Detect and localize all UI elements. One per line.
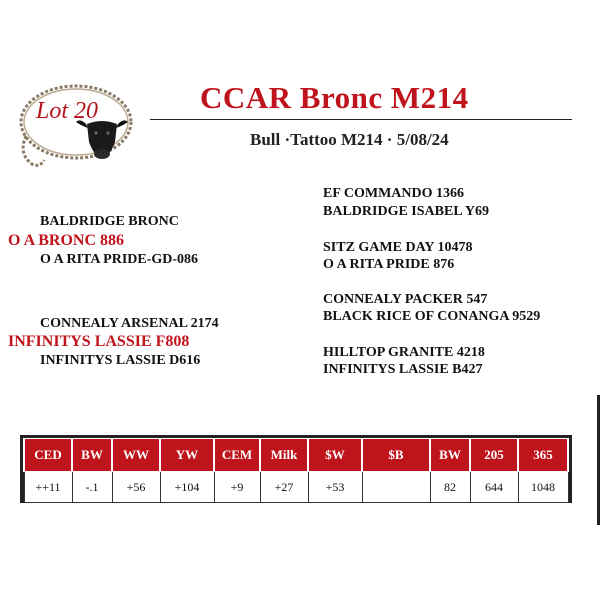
lot-badge: [14, 76, 144, 176]
animal-title: CCAR Bronc M214: [200, 80, 469, 115]
epd-header-365: 365: [518, 439, 568, 472]
ss-sire: EF COMMANDO 1366: [323, 186, 465, 201]
title-rule: [150, 119, 572, 120]
epd-value-row: [24, 472, 568, 503]
sd-sire: SITZ GAME DAY 10478: [323, 240, 473, 255]
epd-value-yw: +104: [160, 472, 214, 503]
sire-sire: BALDRIDGE BRONC: [40, 214, 179, 229]
epd-value-ww: +56: [112, 472, 160, 503]
epd-value-205: 644: [470, 472, 518, 503]
dam: INFINITYS LASSIE F808: [8, 333, 190, 350]
sire: O A BRONC 886: [8, 232, 125, 249]
epd-header-cem: CEM: [214, 439, 260, 472]
dd-dam: INFINITYS LASSIE B427: [323, 362, 483, 377]
epd-value-bw: -.1: [72, 472, 112, 503]
ds-sire: CONNEALY PACKER 547: [323, 292, 488, 307]
sire-dam: O A RITA PRIDE-GD-086: [40, 252, 199, 267]
epd-value-cem: +9: [214, 472, 260, 503]
rope-bull-icon: [14, 76, 144, 176]
epd-value-365: 1048: [518, 472, 568, 503]
epd-header-bw: BW: [72, 439, 112, 472]
epd-table: [23, 438, 569, 503]
animal-subtitle: Bull ·Tattoo M214 · 5/08/24: [250, 130, 449, 149]
dd-sire: HILLTOP GRANITE 4218: [323, 345, 485, 360]
dam-dam: INFINITYS LASSIE D616: [40, 353, 201, 368]
sd-dam: O A RITA PRIDE 876: [323, 257, 455, 272]
epd-header-row: [24, 439, 568, 472]
ss-dam: BALDRIDGE ISABEL Y69: [323, 204, 489, 219]
epd-header-205: 205: [470, 439, 518, 472]
epd-header-w-index: $W: [308, 439, 362, 472]
epd-value-ced: ++11: [24, 472, 72, 503]
epd-header-actual-bw: BW: [430, 439, 470, 472]
lot-label: Lot 20: [36, 98, 99, 124]
epd-value-w-index: +53: [308, 472, 362, 503]
epd-value-milk: +27: [260, 472, 308, 503]
epd-header-b-index: $B: [362, 439, 430, 472]
epd-value-b-index: [362, 472, 430, 503]
dam-sire: CONNEALY ARSENAL 2174: [40, 316, 219, 331]
epd-header-ww: WW: [112, 439, 160, 472]
ds-dam: BLACK RICE OF CONANGA 9529: [323, 309, 541, 324]
epd-value-actual-bw: 82: [430, 472, 470, 503]
epd-header-yw: YW: [160, 439, 214, 472]
epd-header-ced: CED: [24, 439, 72, 472]
epd-header-milk: Milk: [260, 439, 308, 472]
